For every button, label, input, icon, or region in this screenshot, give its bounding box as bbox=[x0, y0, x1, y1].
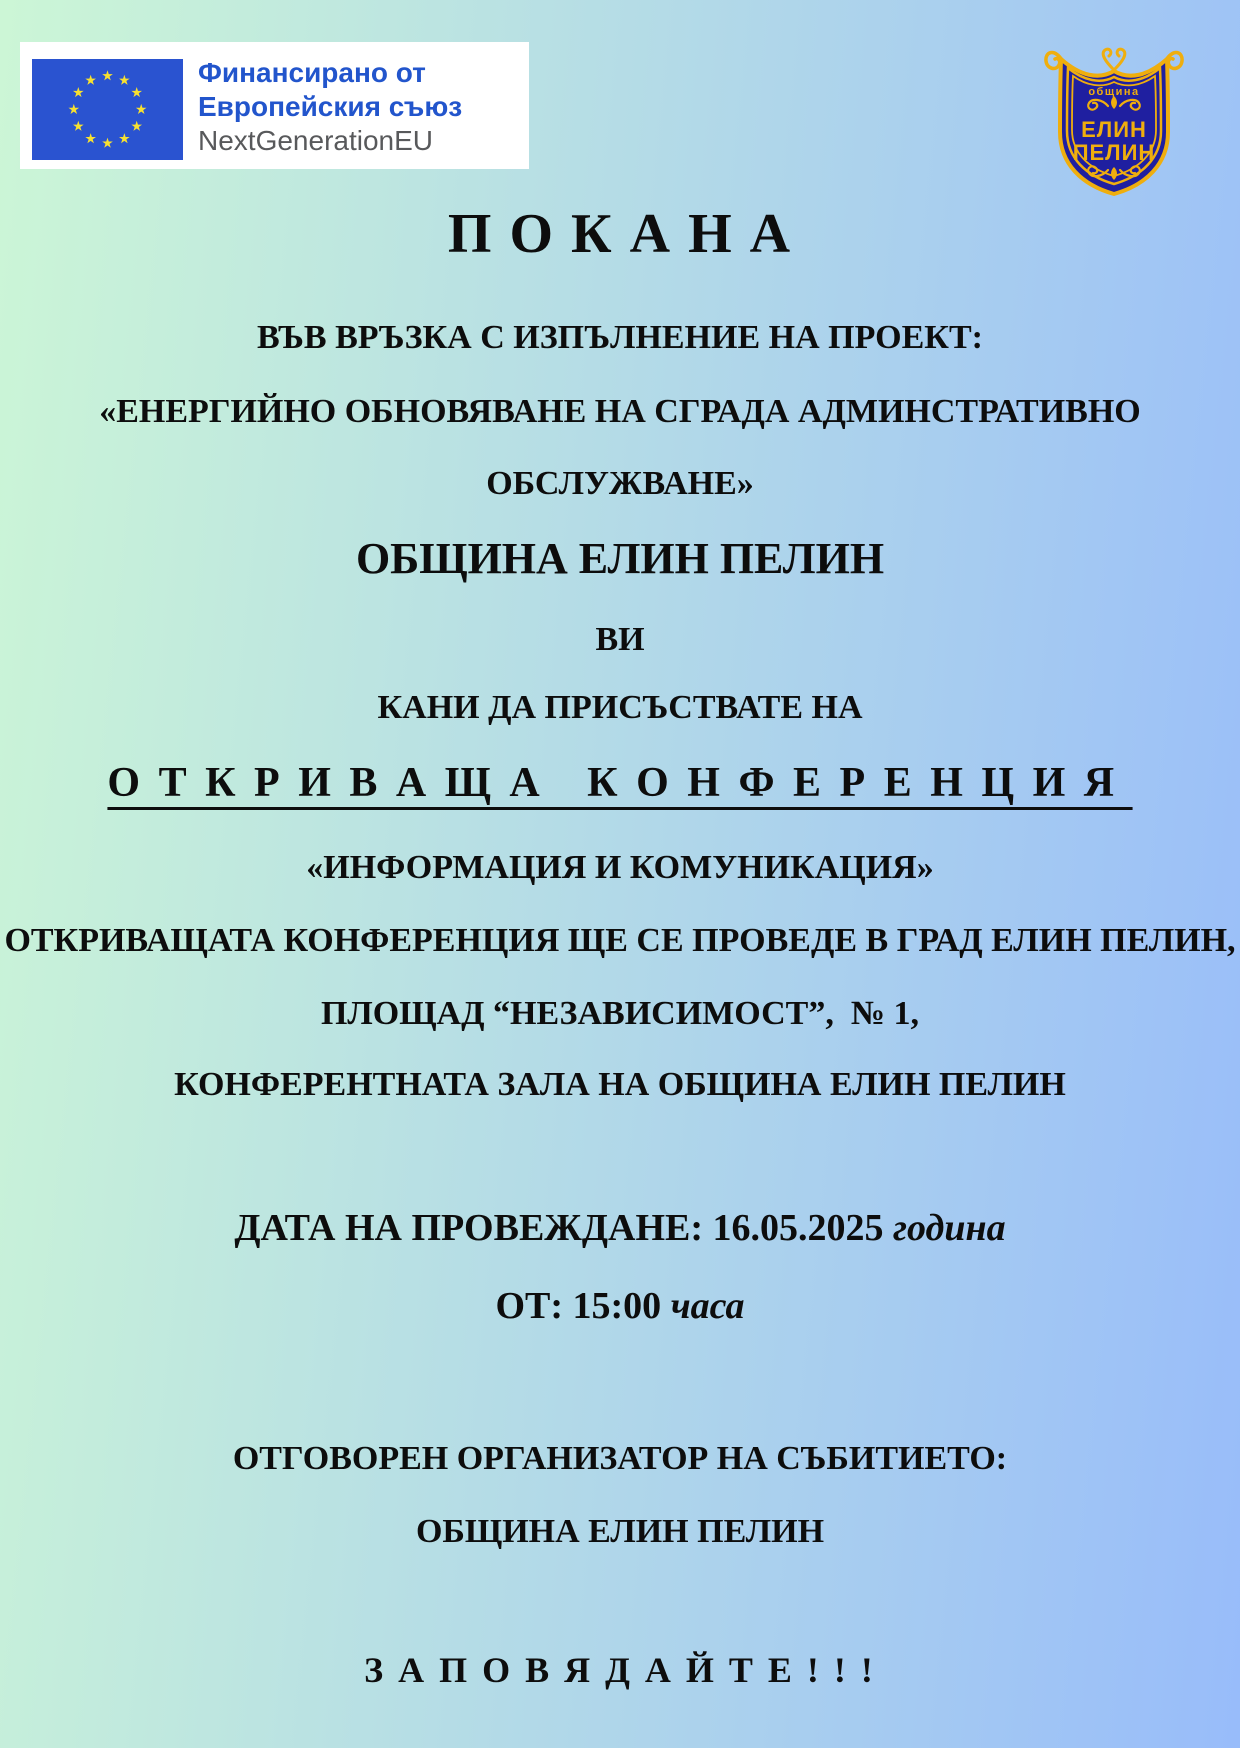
event-date-line bbox=[0, 1205, 1240, 1253]
left-volute bbox=[1046, 53, 1062, 69]
eu-funding-line1: Финансирано от bbox=[198, 57, 426, 88]
emblem-name-line1: ЕЛИН bbox=[1081, 117, 1147, 142]
event-time-label: ОТ: 15:00 bbox=[495, 1285, 671, 1327]
organizer-name: ОБЩИНА ЕЛИН ПЕЛИН bbox=[415, 1513, 825, 1550]
invite-line: КАНИ ДА ПРИСЪСТВАТЕ НА bbox=[377, 689, 863, 726]
venue-line2: ПЛОЩАД “НЕЗАВИСИМОСТ”, № 1, bbox=[320, 995, 920, 1032]
event-time-line bbox=[0, 1283, 1240, 1331]
conference-title bbox=[0, 757, 1240, 810]
closing-line: З А П О В Я Д А Й Т Е ! ! ! bbox=[364, 1650, 876, 1690]
elin-pelin-coat-of-arms-icon bbox=[1044, 44, 1184, 204]
municipality-name: ОБЩИНА ЕЛИН ПЕЛИН bbox=[355, 534, 885, 583]
you-line: ВИ bbox=[595, 621, 645, 658]
conference-title-text: О Т К Р И В А Щ А К О Н Ф Е Р Е Н Ц И Я bbox=[107, 760, 1133, 806]
next-generation-eu-label: NextGenerationEU bbox=[198, 125, 434, 156]
right-volute bbox=[1166, 53, 1182, 69]
event-date-suffix: година bbox=[893, 1207, 1006, 1249]
event-time-suffix: часа bbox=[670, 1285, 745, 1327]
venue-line1: ОТКРИВАЩАТА КОНФЕРЕНЦИЯ ЩЕ СЕ ПРОВЕДЕ В ГРАД ЕЛИН ПЕЛИН, bbox=[4, 922, 1236, 959]
top-center-ornament bbox=[1103, 49, 1125, 70]
project-name-line2: ОБСЛУЖВАНЕ» bbox=[486, 465, 754, 502]
eu-flag-icon bbox=[32, 59, 183, 160]
eu-funding-text bbox=[198, 56, 462, 158]
organizer-label: ОТГОВОРЕН ОРГАНИЗАТОР НА СЪБИТИЕТО: bbox=[232, 1440, 1008, 1477]
conference-subtitle: «ИНФОРМАЦИЯ И КОМУНИКАЦИЯ» bbox=[306, 849, 934, 886]
invitation-title: П О К А Н А bbox=[447, 203, 793, 265]
project-name-line1: «ЕНЕРГИЙНО ОБНОВЯВАНЕ НА СГРАДА АДМИНСТРАТИВНО bbox=[99, 393, 1141, 430]
eu-funding-line2: Европейския съюз bbox=[198, 91, 463, 122]
intro-line: ВЪВ ВРЪЗКА С ИЗПЪЛНЕНИЕ НА ПРОЕКТ: bbox=[257, 319, 983, 356]
venue-line3: КОНФЕРЕНТНАТА ЗАЛА НА ОБЩИНА ЕЛИН ПЕЛИН bbox=[174, 1066, 1066, 1103]
event-date-label: ДАТА НА ПРОВЕЖДАНЕ: 16.05.2025 bbox=[234, 1207, 894, 1249]
emblem-obshtina-label: община bbox=[1088, 86, 1140, 98]
emblem-name-line2: ПЕЛИН bbox=[1072, 140, 1156, 165]
eu-funding-block bbox=[20, 42, 529, 169]
